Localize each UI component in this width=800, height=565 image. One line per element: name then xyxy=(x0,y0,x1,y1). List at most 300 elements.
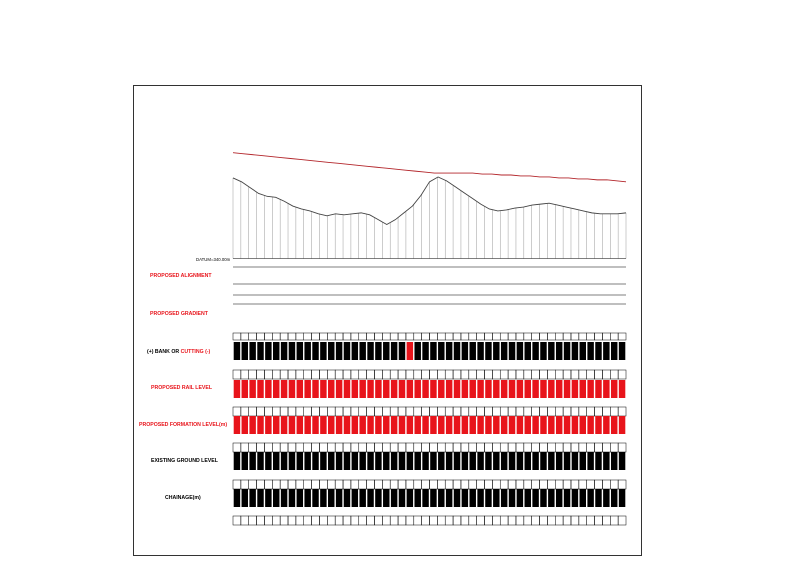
band-cell xyxy=(390,443,398,452)
rail-level-value xyxy=(501,380,507,398)
band-cell xyxy=(280,480,288,489)
band-cell xyxy=(571,443,579,452)
band-cell xyxy=(233,370,241,379)
rail-level-value xyxy=(446,380,452,398)
rail-level-value xyxy=(619,380,625,398)
band-cell xyxy=(280,516,288,525)
band-cell xyxy=(312,407,320,416)
rail-level-value xyxy=(391,380,397,398)
band-cell xyxy=(524,407,532,416)
band-cell xyxy=(390,333,398,340)
bank-cutting-value xyxy=(572,342,578,360)
formation-level-value xyxy=(525,416,531,434)
band-cell xyxy=(319,480,327,489)
band-cell xyxy=(390,370,398,379)
band-cell xyxy=(430,407,438,416)
band-cell xyxy=(587,370,595,379)
rail-level-value xyxy=(242,380,248,398)
chainage-value xyxy=(352,489,358,507)
band-cell xyxy=(249,407,257,416)
band-cell xyxy=(571,370,579,379)
bank-cutting-value xyxy=(454,342,460,360)
chainage-value xyxy=(414,489,420,507)
chainage-value xyxy=(422,489,428,507)
bank-cutting-value xyxy=(595,342,601,360)
band-cell xyxy=(398,443,406,452)
chainage-value xyxy=(242,489,248,507)
band-cell xyxy=(280,443,288,452)
band-cell xyxy=(382,516,390,525)
band-cell xyxy=(288,480,296,489)
band-cell xyxy=(524,516,532,525)
band-cell xyxy=(461,370,469,379)
formation-level-value xyxy=(595,416,601,434)
chainage-value xyxy=(265,489,271,507)
band-cell xyxy=(477,516,485,525)
band-cell xyxy=(516,333,524,340)
rail-level-value xyxy=(249,380,255,398)
formation-level-value xyxy=(375,416,381,434)
ground-level-value xyxy=(485,452,491,470)
band-cell xyxy=(264,407,272,416)
band-cell xyxy=(461,333,469,340)
band-cell xyxy=(382,333,390,340)
band-cell xyxy=(492,333,500,340)
label-proposed-gradient: PROPOSED GRADIENT xyxy=(150,311,208,317)
chainage-value xyxy=(320,489,326,507)
formation-level-value xyxy=(438,416,444,434)
formation-level-value xyxy=(532,416,538,434)
band-cell xyxy=(610,370,618,379)
bank-cutting-value xyxy=(289,342,295,360)
formation-level-value xyxy=(336,416,342,434)
chainage-value xyxy=(304,489,310,507)
band-cell xyxy=(453,333,461,340)
chainage-value xyxy=(289,489,295,507)
band-cell xyxy=(249,480,257,489)
ground-level-value xyxy=(462,452,468,470)
band-cell xyxy=(445,443,453,452)
band-cell xyxy=(508,333,516,340)
formation-level-value xyxy=(242,416,248,434)
band-cell xyxy=(618,480,626,489)
band-cell xyxy=(319,407,327,416)
chainage-value xyxy=(454,489,460,507)
chainage-value xyxy=(328,489,334,507)
band-cell xyxy=(241,516,249,525)
formation-level-value xyxy=(619,416,625,434)
ground-level-value xyxy=(548,452,554,470)
band-cell xyxy=(335,370,343,379)
ground-level-value xyxy=(501,452,507,470)
band-cell xyxy=(453,443,461,452)
chainage-value xyxy=(532,489,538,507)
band-cell xyxy=(469,516,477,525)
band-cell xyxy=(359,516,367,525)
chainage-value xyxy=(556,489,562,507)
chainage-value xyxy=(391,489,397,507)
rail-level-value xyxy=(509,380,515,398)
band-cell xyxy=(351,370,359,379)
formation-level-value xyxy=(249,416,255,434)
ground-level-value xyxy=(352,452,358,470)
band-cell xyxy=(461,443,469,452)
rail-level-value xyxy=(257,380,263,398)
ground-level-value xyxy=(234,452,240,470)
band-cell xyxy=(618,443,626,452)
rail-level-value xyxy=(289,380,295,398)
band-cell xyxy=(445,516,453,525)
formation-level-value xyxy=(273,416,279,434)
formation-level-value xyxy=(462,416,468,434)
band-cell xyxy=(390,407,398,416)
ground-level-value xyxy=(281,452,287,470)
band-cell xyxy=(367,407,375,416)
band-cell xyxy=(469,370,477,379)
rail-level-value xyxy=(493,380,499,398)
band-cell xyxy=(296,480,304,489)
band-cell xyxy=(257,443,265,452)
band-cell xyxy=(398,333,406,340)
ground-level-value xyxy=(328,452,334,470)
rail-level-value xyxy=(470,380,476,398)
band-cell xyxy=(547,516,555,525)
bank-cutting-value xyxy=(359,342,365,360)
formation-level-value xyxy=(304,416,310,434)
bank-cutting-value xyxy=(407,342,413,360)
band-cell xyxy=(555,333,563,340)
chainage-value xyxy=(359,489,365,507)
band-cell xyxy=(414,516,422,525)
band-cell xyxy=(445,407,453,416)
band-cell xyxy=(555,480,563,489)
band-cell xyxy=(555,370,563,379)
band-cell xyxy=(571,480,579,489)
rail-level-value xyxy=(532,380,538,398)
band-cell xyxy=(382,407,390,416)
bank-cutting-value xyxy=(273,342,279,360)
rail-level-value xyxy=(352,380,358,398)
ground-level-value xyxy=(580,452,586,470)
band-cell xyxy=(374,333,382,340)
band-cell xyxy=(555,516,563,525)
band-cell xyxy=(508,407,516,416)
bank-cutting-value xyxy=(509,342,515,360)
band-cell xyxy=(532,333,540,340)
chainage-value xyxy=(273,489,279,507)
band-cell xyxy=(304,407,312,416)
band-cell xyxy=(406,480,414,489)
chainage-value xyxy=(367,489,373,507)
bank-cutting-value xyxy=(312,342,318,360)
ground-level-value xyxy=(603,452,609,470)
bank-cutting-value xyxy=(304,342,310,360)
band-cell xyxy=(563,333,571,340)
band-cell xyxy=(288,407,296,416)
band-cell xyxy=(272,480,280,489)
chainage-value xyxy=(603,489,609,507)
band-cell xyxy=(453,370,461,379)
formation-level-value xyxy=(297,416,303,434)
band-cell xyxy=(508,443,516,452)
rail-level-value xyxy=(336,380,342,398)
band-cell xyxy=(477,407,485,416)
chainage-value xyxy=(430,489,436,507)
ground-level-value xyxy=(414,452,420,470)
band-cell xyxy=(595,443,603,452)
band-cell xyxy=(288,516,296,525)
band-cell xyxy=(602,480,610,489)
band-cell xyxy=(437,333,445,340)
ground-level-value xyxy=(375,452,381,470)
band-cell xyxy=(343,480,351,489)
band-cell xyxy=(304,333,312,340)
bank-cutting-value xyxy=(257,342,263,360)
band-cell xyxy=(587,443,595,452)
band-cell xyxy=(422,370,430,379)
formation-level-value xyxy=(580,416,586,434)
band-cell xyxy=(532,480,540,489)
band-cell xyxy=(492,370,500,379)
band-cell xyxy=(618,370,626,379)
band-cell xyxy=(571,407,579,416)
band-cell xyxy=(374,516,382,525)
chainage-value xyxy=(297,489,303,507)
ground-level-value xyxy=(242,452,248,470)
band-cell xyxy=(335,516,343,525)
band-cell xyxy=(343,370,351,379)
chainage-value xyxy=(312,489,318,507)
chainage-value xyxy=(249,489,255,507)
band-cell xyxy=(414,333,422,340)
formation-level-value xyxy=(477,416,483,434)
band-cell xyxy=(359,407,367,416)
band-cell xyxy=(540,370,548,379)
bank-cutting-value xyxy=(265,342,271,360)
formation-level-value xyxy=(572,416,578,434)
chainage-value xyxy=(580,489,586,507)
band-cell xyxy=(485,407,493,416)
band-cell xyxy=(390,480,398,489)
bank-cutting-value xyxy=(540,342,546,360)
ground-level-value xyxy=(367,452,373,470)
band-cell xyxy=(257,333,265,340)
chainage-value xyxy=(234,489,240,507)
band-cell xyxy=(500,480,508,489)
bank-cutting-value xyxy=(297,342,303,360)
label-bank-or-cutting xyxy=(147,349,211,355)
band-cell xyxy=(579,443,587,452)
band-cell xyxy=(500,333,508,340)
band-cell xyxy=(477,370,485,379)
band-cell xyxy=(296,407,304,416)
formation-level-value xyxy=(399,416,405,434)
band-cell xyxy=(288,370,296,379)
bank-cutting-value xyxy=(477,342,483,360)
ground-level-value xyxy=(611,452,617,470)
rail-level-value xyxy=(273,380,279,398)
band-cell xyxy=(485,480,493,489)
band-cell xyxy=(304,480,312,489)
band-cell xyxy=(367,480,375,489)
band-cell xyxy=(563,480,571,489)
band-cell xyxy=(492,480,500,489)
band-cell xyxy=(595,407,603,416)
rail-level-value xyxy=(580,380,586,398)
rail-level-value xyxy=(564,380,570,398)
band-cell xyxy=(547,370,555,379)
bank-cutting-value xyxy=(328,342,334,360)
band-cell xyxy=(343,333,351,340)
formation-level-value xyxy=(367,416,373,434)
formation-level-value xyxy=(446,416,452,434)
band-cell xyxy=(610,407,618,416)
formation-level-value xyxy=(344,416,350,434)
band-cell xyxy=(351,443,359,452)
ground-level-value xyxy=(289,452,295,470)
band-cell xyxy=(327,443,335,452)
rail-level-value xyxy=(234,380,240,398)
band-cell xyxy=(241,443,249,452)
ground-level-value xyxy=(399,452,405,470)
band-cell xyxy=(532,407,540,416)
bank-cutting-value xyxy=(470,342,476,360)
ground-level-value xyxy=(477,452,483,470)
alignment-band xyxy=(233,267,626,284)
chainage-value xyxy=(485,489,491,507)
band-cell xyxy=(445,370,453,379)
band-cell xyxy=(241,333,249,340)
band-cell xyxy=(367,333,375,340)
band-cell xyxy=(312,516,320,525)
band-cell xyxy=(280,333,288,340)
ground-level-value xyxy=(312,452,318,470)
band-cell xyxy=(327,480,335,489)
band-cell xyxy=(257,480,265,489)
rail-level-value xyxy=(281,380,287,398)
bank-cutting-value xyxy=(501,342,507,360)
bank-cutting-value xyxy=(281,342,287,360)
formation-level-value xyxy=(407,416,413,434)
chainage-value xyxy=(375,489,381,507)
bank-cutting-value xyxy=(462,342,468,360)
band-cell xyxy=(414,407,422,416)
rail-level-value xyxy=(359,380,365,398)
band-cell xyxy=(524,333,532,340)
ground-level-value xyxy=(595,452,601,470)
band-cell xyxy=(343,516,351,525)
sheet-border xyxy=(134,86,642,556)
bank-cutting-value xyxy=(242,342,248,360)
band-cell xyxy=(579,370,587,379)
chainage-value xyxy=(595,489,601,507)
band-cell xyxy=(547,407,555,416)
band-cell xyxy=(618,407,626,416)
ground-level-value xyxy=(422,452,428,470)
band-cell xyxy=(540,480,548,489)
label-proposed-formation-level: PROPOSED FORMATION LEVEL(m) xyxy=(139,422,228,428)
band-cell xyxy=(430,480,438,489)
bank-cutting-value xyxy=(430,342,436,360)
band-cell xyxy=(249,443,257,452)
band-cell xyxy=(516,443,524,452)
band-cell xyxy=(500,443,508,452)
ground-level-value xyxy=(430,452,436,470)
chainage-value xyxy=(525,489,531,507)
band-cell xyxy=(587,407,595,416)
band-cell xyxy=(398,370,406,379)
band-cell xyxy=(430,516,438,525)
bank-cutting-value xyxy=(603,342,609,360)
band-cell xyxy=(540,516,548,525)
band-cell xyxy=(437,443,445,452)
band-cell xyxy=(602,516,610,525)
rail-level-value xyxy=(587,380,593,398)
band-cell xyxy=(257,407,265,416)
rail-level-value xyxy=(375,380,381,398)
chainage-value xyxy=(501,489,507,507)
band-cell xyxy=(233,333,241,340)
chainage-value xyxy=(587,489,593,507)
band-cell xyxy=(351,333,359,340)
ground-level-value xyxy=(619,452,625,470)
band-cell xyxy=(516,370,524,379)
bank-cutting-value xyxy=(548,342,554,360)
band-cell xyxy=(461,480,469,489)
band-cell xyxy=(390,516,398,525)
band-cell xyxy=(610,480,618,489)
formation-level-value xyxy=(564,416,570,434)
rail-level-value xyxy=(422,380,428,398)
band-cell xyxy=(367,516,375,525)
ground-level-value xyxy=(344,452,350,470)
formation-level-value xyxy=(320,416,326,434)
datum-label: DATUM=340.00m xyxy=(196,257,231,262)
bank-cutting-value xyxy=(383,342,389,360)
band-cell xyxy=(579,333,587,340)
ground-level-value xyxy=(273,452,279,470)
band-cell xyxy=(414,480,422,489)
band-cell xyxy=(571,516,579,525)
band-cell xyxy=(367,443,375,452)
band-cell xyxy=(249,516,257,525)
ground-level-value xyxy=(391,452,397,470)
profile-ordinates xyxy=(233,177,626,258)
ground-level-value xyxy=(249,452,255,470)
chainage-value xyxy=(477,489,483,507)
ground-level-value xyxy=(265,452,271,470)
rail-level-value xyxy=(304,380,310,398)
formation-level-value xyxy=(485,416,491,434)
band-cell xyxy=(280,370,288,379)
band-cell xyxy=(312,443,320,452)
formation-level-value xyxy=(517,416,523,434)
chainage-value xyxy=(509,489,515,507)
chainage-value xyxy=(344,489,350,507)
band-cell xyxy=(319,443,327,452)
formation-level-value xyxy=(587,416,593,434)
ground-level-value xyxy=(446,452,452,470)
band-cell xyxy=(532,370,540,379)
band-cell xyxy=(272,516,280,525)
band-cell xyxy=(257,370,265,379)
chainage-value xyxy=(407,489,413,507)
band-cell xyxy=(445,333,453,340)
band-cell xyxy=(398,480,406,489)
band-cell xyxy=(469,480,477,489)
band-cell xyxy=(485,370,493,379)
band-cell xyxy=(272,333,280,340)
